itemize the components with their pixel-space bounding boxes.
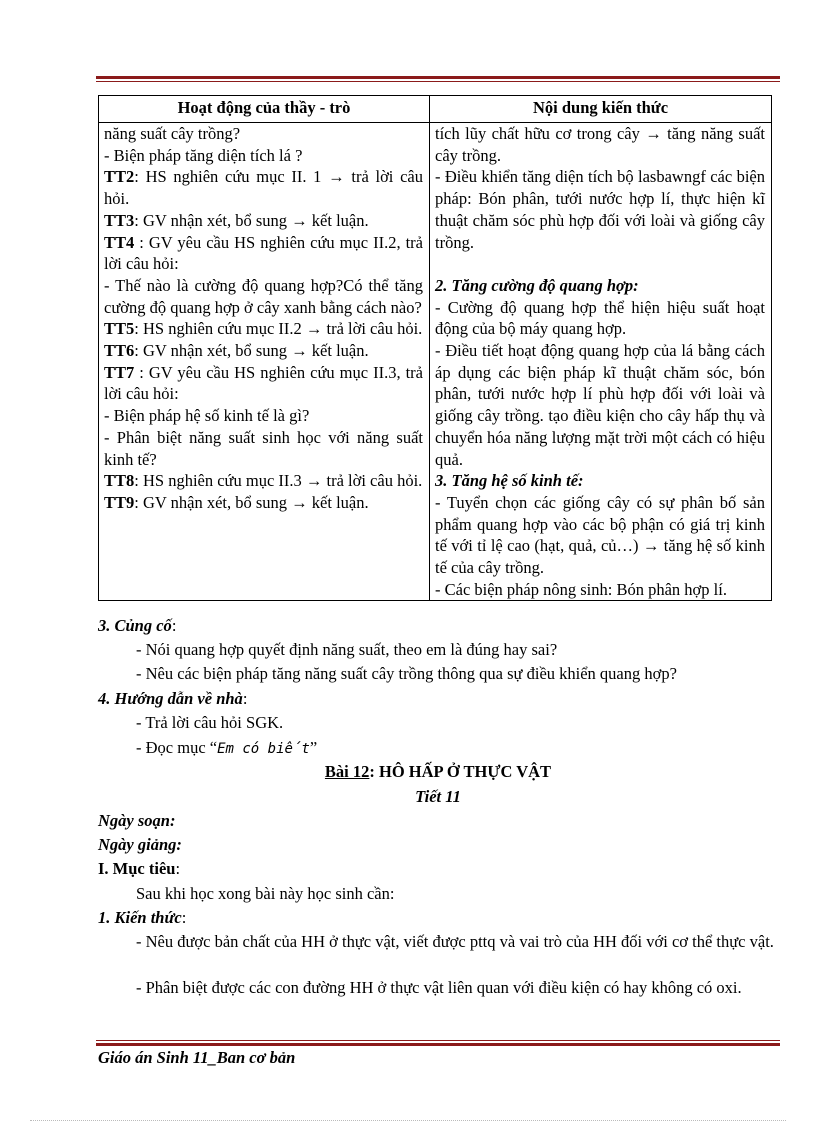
col-header-content: Nội dung kiến thức xyxy=(430,96,772,123)
activity-line: TT2: HS nghiên cứu mục II. 1 → trả lời câu hỏi. xyxy=(104,167,423,209)
activity-line: TT3: GV nhận xét, bổ sung → kết luận. xyxy=(104,210,369,230)
table-row xyxy=(99,123,772,601)
activity-line: - Biện pháp hệ số kinh tế là gì? xyxy=(104,406,310,426)
activity-line: TT5: HS nghiên cứu mục II.2 → trả lời câu hỏi. xyxy=(104,319,423,339)
footer-rule xyxy=(96,1040,780,1046)
objectives-heading: I. Mục tiêu: xyxy=(98,859,181,878)
consolidate-item-1: - Nói quang hợp quyết định năng suất, theo em là đúng hay sai? xyxy=(136,640,558,659)
homework-item-2: - Đọc mục “Em có biết” xyxy=(136,738,318,757)
lesson-table xyxy=(98,95,772,601)
activities-cell xyxy=(99,123,430,601)
activity-line: TT9: GV nhận xét, bổ sung → kết luận. xyxy=(104,492,369,512)
content-line: - Điều khiển tăng diện tích bộ lasbawngf các biện pháp: Bón phân, tưới nước hợp lí, thực hiện kĩ thuật chăm sóc phù hợp đối với loài và giống cây trồng. xyxy=(435,167,765,252)
activity-line: TT4 : GV yêu cầu HS nghiên cứu mục II.2, trả lời câu hỏi: xyxy=(104,232,423,274)
content-line: - Cường độ quang hợp thể hiện hiệu suất hoạt động của bộ máy quang hợp. xyxy=(435,297,765,339)
consolidate-item-2: - Nêu các biện pháp tăng năng suất cây trồng thông qua sự điều khiển quang hợp? xyxy=(136,664,677,683)
activity-line: TT6: GV nhận xét, bổ sung → kết luận. xyxy=(104,341,369,361)
activity-line: năng suất cây trồng? xyxy=(104,124,241,143)
activity-line: - Phân biệt năng suất sinh học với năng suất kinh tế? xyxy=(104,427,423,469)
content-cell xyxy=(430,123,772,601)
col-header-activities: Hoạt động của thầy - trò xyxy=(99,96,430,123)
homework-heading: 4. Hướng dẫn về nhà: xyxy=(98,689,248,708)
content-line: - Điều tiết hoạt động quang hợp của lá bằng cách áp dụng các biện pháp kĩ thuật chăm sóc, bón phân, tưới nước hợp lí phù hợp đối với loài và giống cây trồng. tạo điều kiện cho cây hấp thụ và chuyển hóa năng lượng mặt trời một cách có hiệu quả. xyxy=(435,341,765,469)
homework-item-1: - Trả lời câu hỏi SGK. xyxy=(136,713,284,732)
content-section-heading: 2. Tăng cường độ quang hợp: xyxy=(435,275,639,295)
lesson-period: Tiết 11 xyxy=(415,787,461,806)
content-gap xyxy=(435,253,765,275)
knowledge-item-1: - Nêu được bản chất của HH ở thực vật, viết được pttq và vai trò của HH đối với cơ thể thực vật. xyxy=(136,932,774,951)
knowledge-heading: 1. Kiến thức: xyxy=(98,908,187,927)
prep-date: Ngày soạn: xyxy=(98,811,176,830)
teach-date: Ngày giảng: xyxy=(98,835,182,854)
activity-line: TT7 : GV yêu cầu HS nghiên cứu mục II.3, trả lời câu hỏi: xyxy=(104,362,423,404)
activity-line: TT8: HS nghiên cứu mục II.3 → trả lời câu hỏi. xyxy=(104,471,423,491)
activity-line: - Biện pháp tăng diện tích lá ? xyxy=(104,145,303,165)
content-line: tích lũy chất hữu cơ trong cây → tăng năng suất cây trồng. xyxy=(435,124,765,165)
footer-text: Giáo án Sinh 11_Ban cơ bản xyxy=(98,1048,296,1067)
consolidate-heading: 3. Củng cố: xyxy=(98,616,177,635)
table-header-row xyxy=(99,96,772,123)
activity-line: - Thế nào là cường độ quang hợp?Có thể tăng cường độ quang hợp ở cây xanh bằng cách nào? xyxy=(104,275,423,317)
header-rule xyxy=(96,76,780,82)
lesson-title: Bài 12: HÔ HẤP Ở THỰC VẬT xyxy=(324,762,552,781)
content-line: - Các biện pháp nông sinh: Bón phân hợp lí. xyxy=(435,579,727,599)
content-line: - Tuyển chọn các giống cây có sự phân bố sản phẩm quang hợp vào các bộ phận có giá trị kinh tế với tỉ lệ cao (hạt, quả, củ…) → tăng hệ số kinh tế của cây trồng. xyxy=(435,492,765,578)
content-section-heading: 3. Tăng hệ số kinh tế: xyxy=(435,471,584,491)
objectives-intro: Sau khi học xong bài này học sinh cần: xyxy=(136,884,395,903)
page-edge-divider xyxy=(30,1120,786,1121)
knowledge-item-2: - Phân biệt được các con đường HH ở thực vật liên quan với điều kiện có hay không có oxi. xyxy=(136,978,742,997)
